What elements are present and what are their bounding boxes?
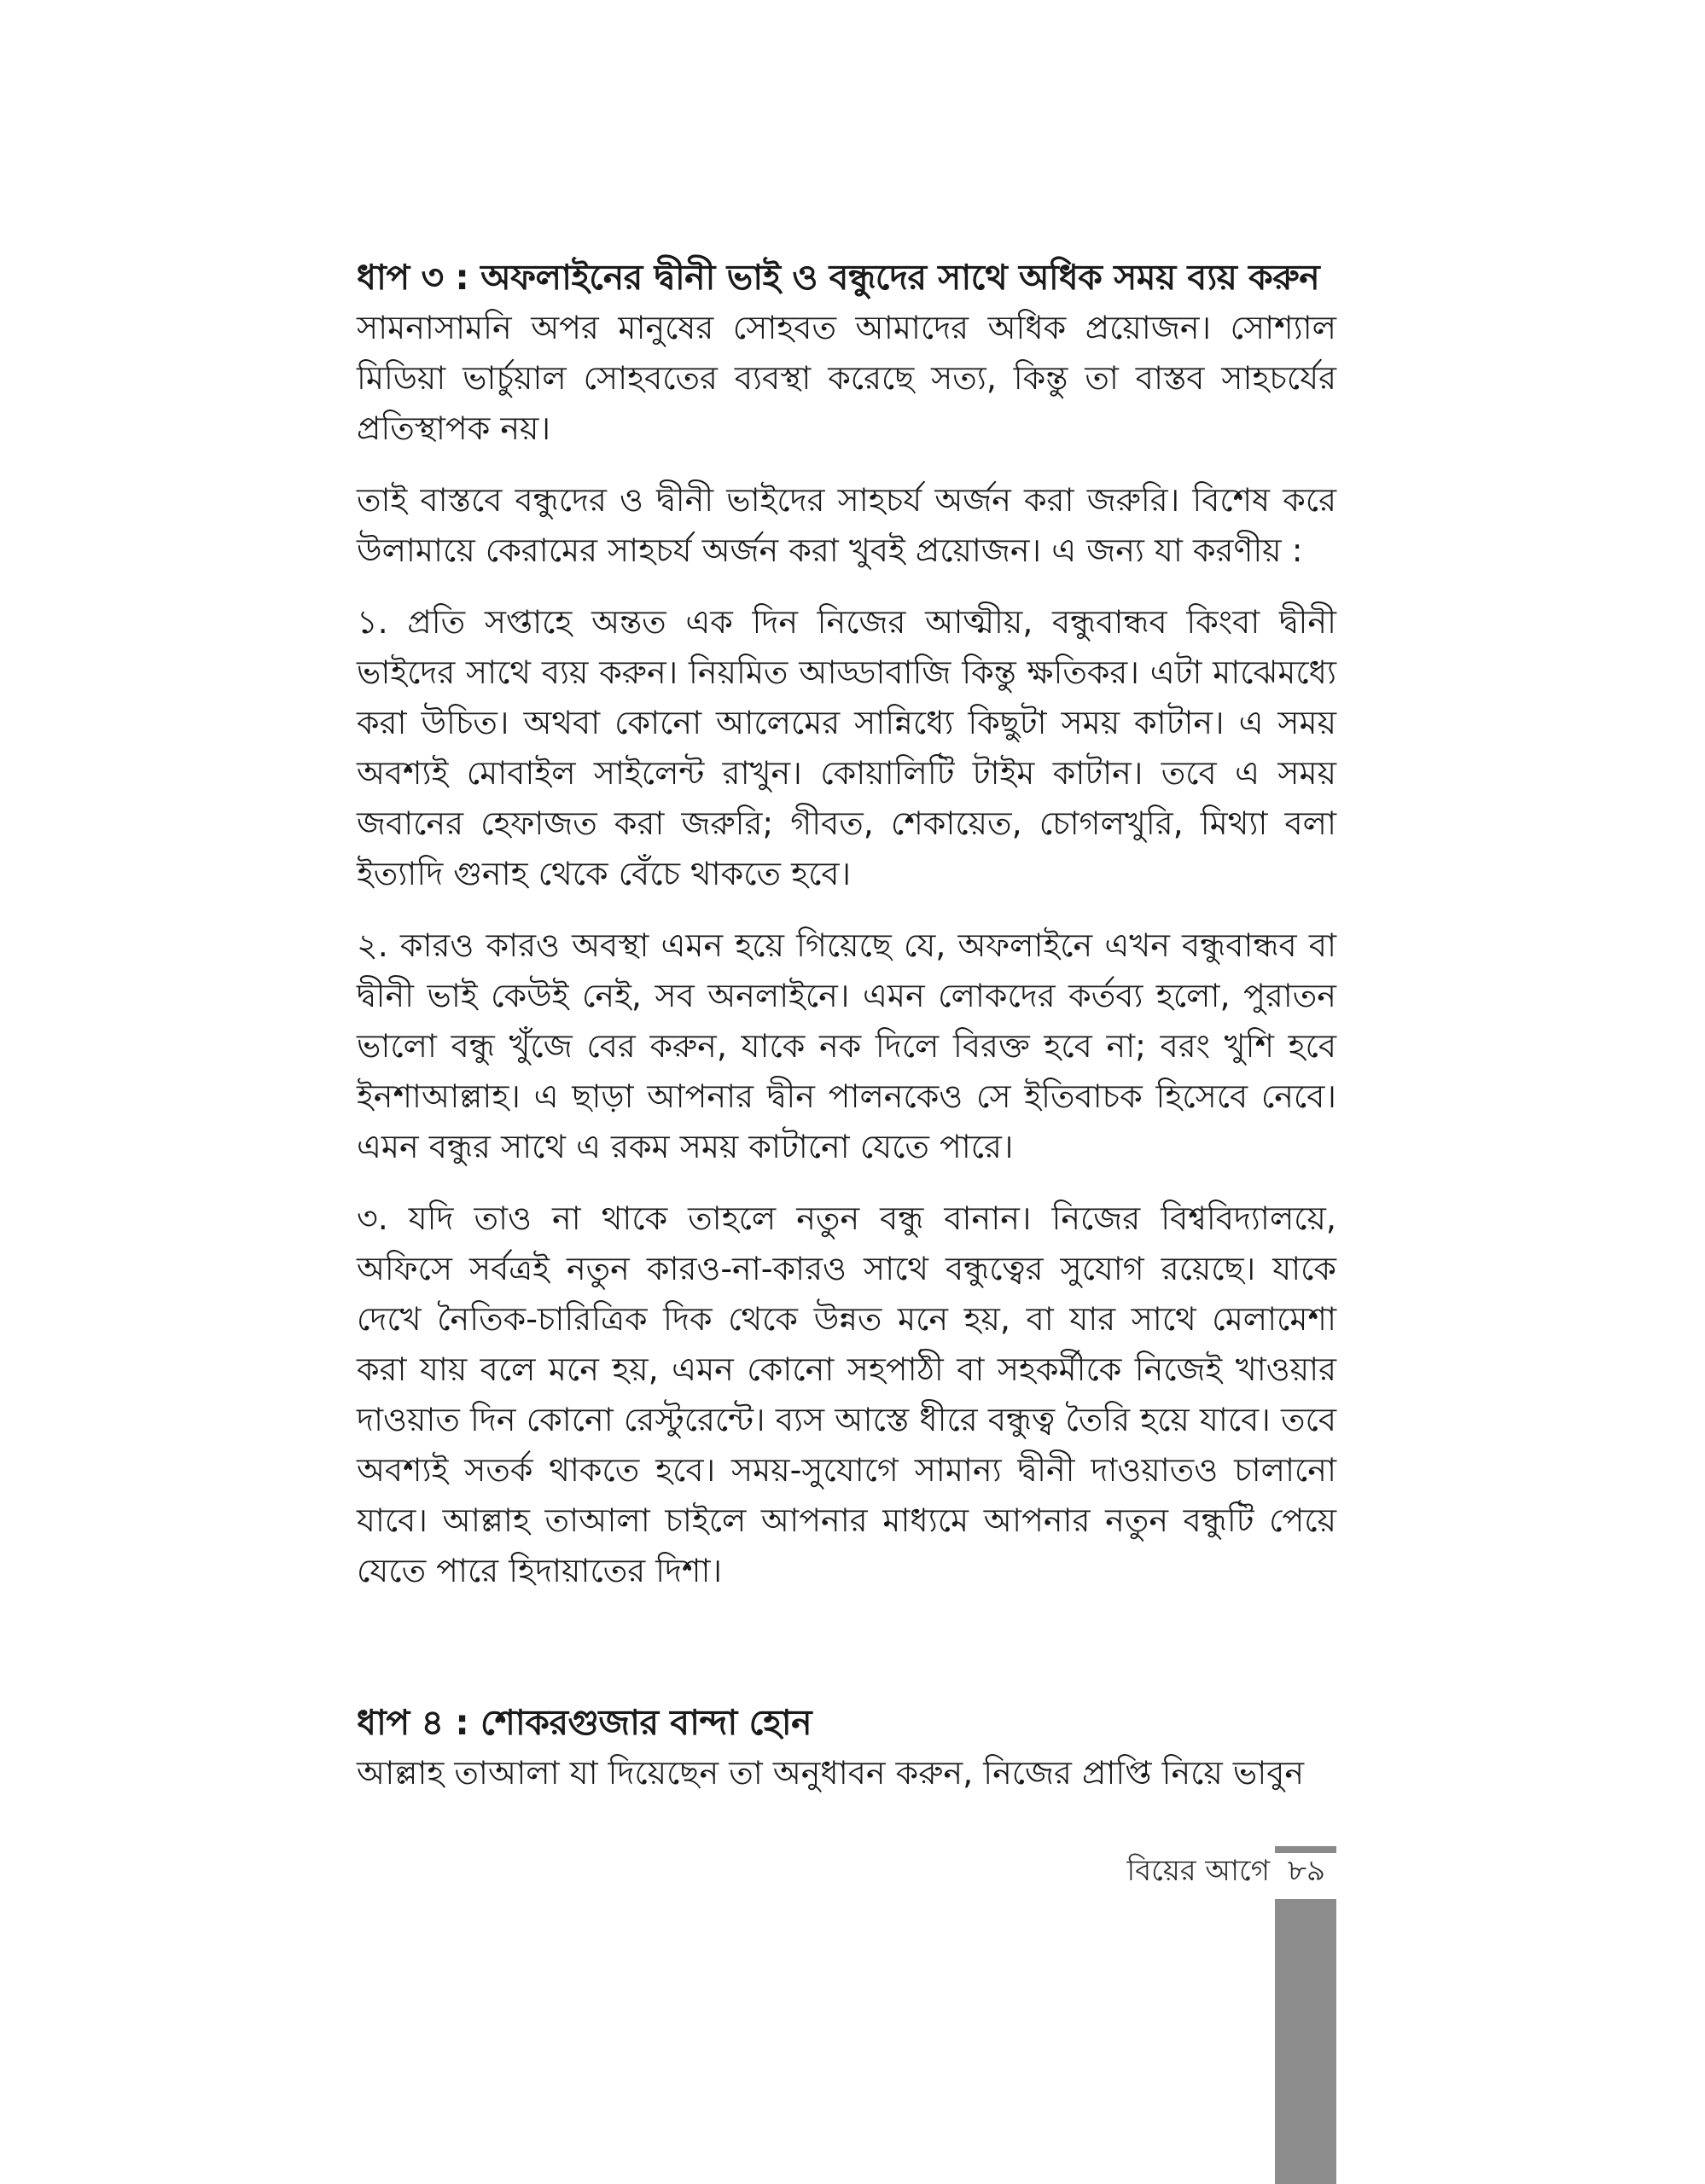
step-3-item-1: ১. প্রতি সপ্তাহে অন্তত এক দিন নিজের আত্মীয়, বন্ধুবান্ধব কিংবা দ্বীনী ভাইদের সাথে ব্যয় করুন। নিয়মিত আড্ডাবাজি কিন্তু ক্ষতিকর। এটা মাঝেমধ্যে করা উচিত। অথবা কোনো আলেমের সান্নিধ্যে কিছুটা সময় কাটান। এ সময় অবশ্যই মোবাইল সাইলেন্ট রাখুন। কোয়ালিটি টাইম কাটান। তবে এ সময় জবানের হেফাজত করা জরুরি; গীবত, শেকায়েত, চোগলখুরি, মিথ্যা বলা ইত্যাদি গুনাহ থেকে বেঁচে থাকতে হবে। <box>357 603 1336 892</box>
step-3-item-3: ৩. যদি তাও না থাকে তাহলে নতুন বন্ধু বানান। নিজের বিশ্ববিদ্যালয়ে, অফিসে সর্বত্রই নতুন কারও-না-কারও সাথে বন্ধুত্বের সুযোগ রয়েছে। যাকে দেখে নৈতিক-চারিত্রিক দিক থেকে উন্নত মনে হয়, বা যার সাথে মেলামেশা করা যায় বলে মনে হয়, এমন কোনো সহপাঠী বা সহকর্মীকে নিজেই খাওয়ার দাওয়াত দিন কোনো রেস্টুরেন্টে। ব্যস আস্তে ধীরে বন্ধুত্ব তৈরি হয়ে যাবে। তবে অবশ্যই সতর্ক থাকতে হবে। সময়-সুযোগে সামান্য দ্বীনী দাওয়াতও চালানো যাবে। আল্লাহ তাআলা চাইলে আপনার মাধ্যমে আপনার নতুন বন্ধুটি পেয়ে যেতে পারে হিদায়াতের দিশা। <box>357 1199 1336 1589</box>
running-footer-book-title: বিয়ের আগে <box>1126 1854 1270 1888</box>
step-3-paragraph-1: সামনাসামনি অপর মানুষের সোহবত আমাদের অধিক প্রয়োজন। সোশ্যাল মিডিয়া ভার্চুয়াল সোহবতের ব্যবস্থা করেছে সত্য, কিন্তু তা বাস্তব সাহচর্যের প্রতিস্থাপক নয়। <box>357 309 1336 447</box>
step-3-item-2: ২. কারও কারও অবস্থা এমন হয়ে গিয়েছে যে, অফলাইনে এখন বন্ধুবান্ধব বা দ্বীনী ভাই কেউই নেই, সব অনলাইনে। এমন লোকদের কর্তব্য হলো, পুরাতন ভালো বন্ধু খুঁজে বের করুন, যাকে নক দিলে বিরক্ত হবে না; বরং খুশি হবে ইনশাআল্লাহ। এ ছাড়া আপনার দ্বীন পালনকেও সে ইতিবাচক হিসেবে নেবে। এমন বন্ধুর সাথে এ রকম সময় কাটানো যেতে পারে। <box>357 926 1336 1165</box>
step-3-paragraph-2: তাই বাস্তবে বন্ধুদের ও দ্বীনী ভাইদের সাহচর্য অর্জন করা জরুরি। বিশেষ করে উলামায়ে কেরামের সাহচর্য অর্জন করা খুবই প্রয়োজন। এ জন্য যা করণীয় : <box>357 481 1336 569</box>
step-4-paragraph-1: আল্লাহ তাআলা যা দিয়েছেন তা অনুধাবন করুন, নিজের প্রাপ্তি নিয়ে ভাবুন <box>357 1754 1305 1792</box>
step-4-heading: ধাপ ৪ : শোকরগুজার বান্দা হোন <box>357 1702 812 1743</box>
page-edge-tab <box>1275 1899 1336 2184</box>
step-3-heading: ধাপ ৩ : অফলাইনের দ্বীনী ভাই ও বন্ধুদের সাথে অধিক সময় ব্যয় করুন <box>357 257 1320 298</box>
page-number: ৮৯ <box>1287 1854 1326 1888</box>
page-content <box>357 252 1336 1798</box>
